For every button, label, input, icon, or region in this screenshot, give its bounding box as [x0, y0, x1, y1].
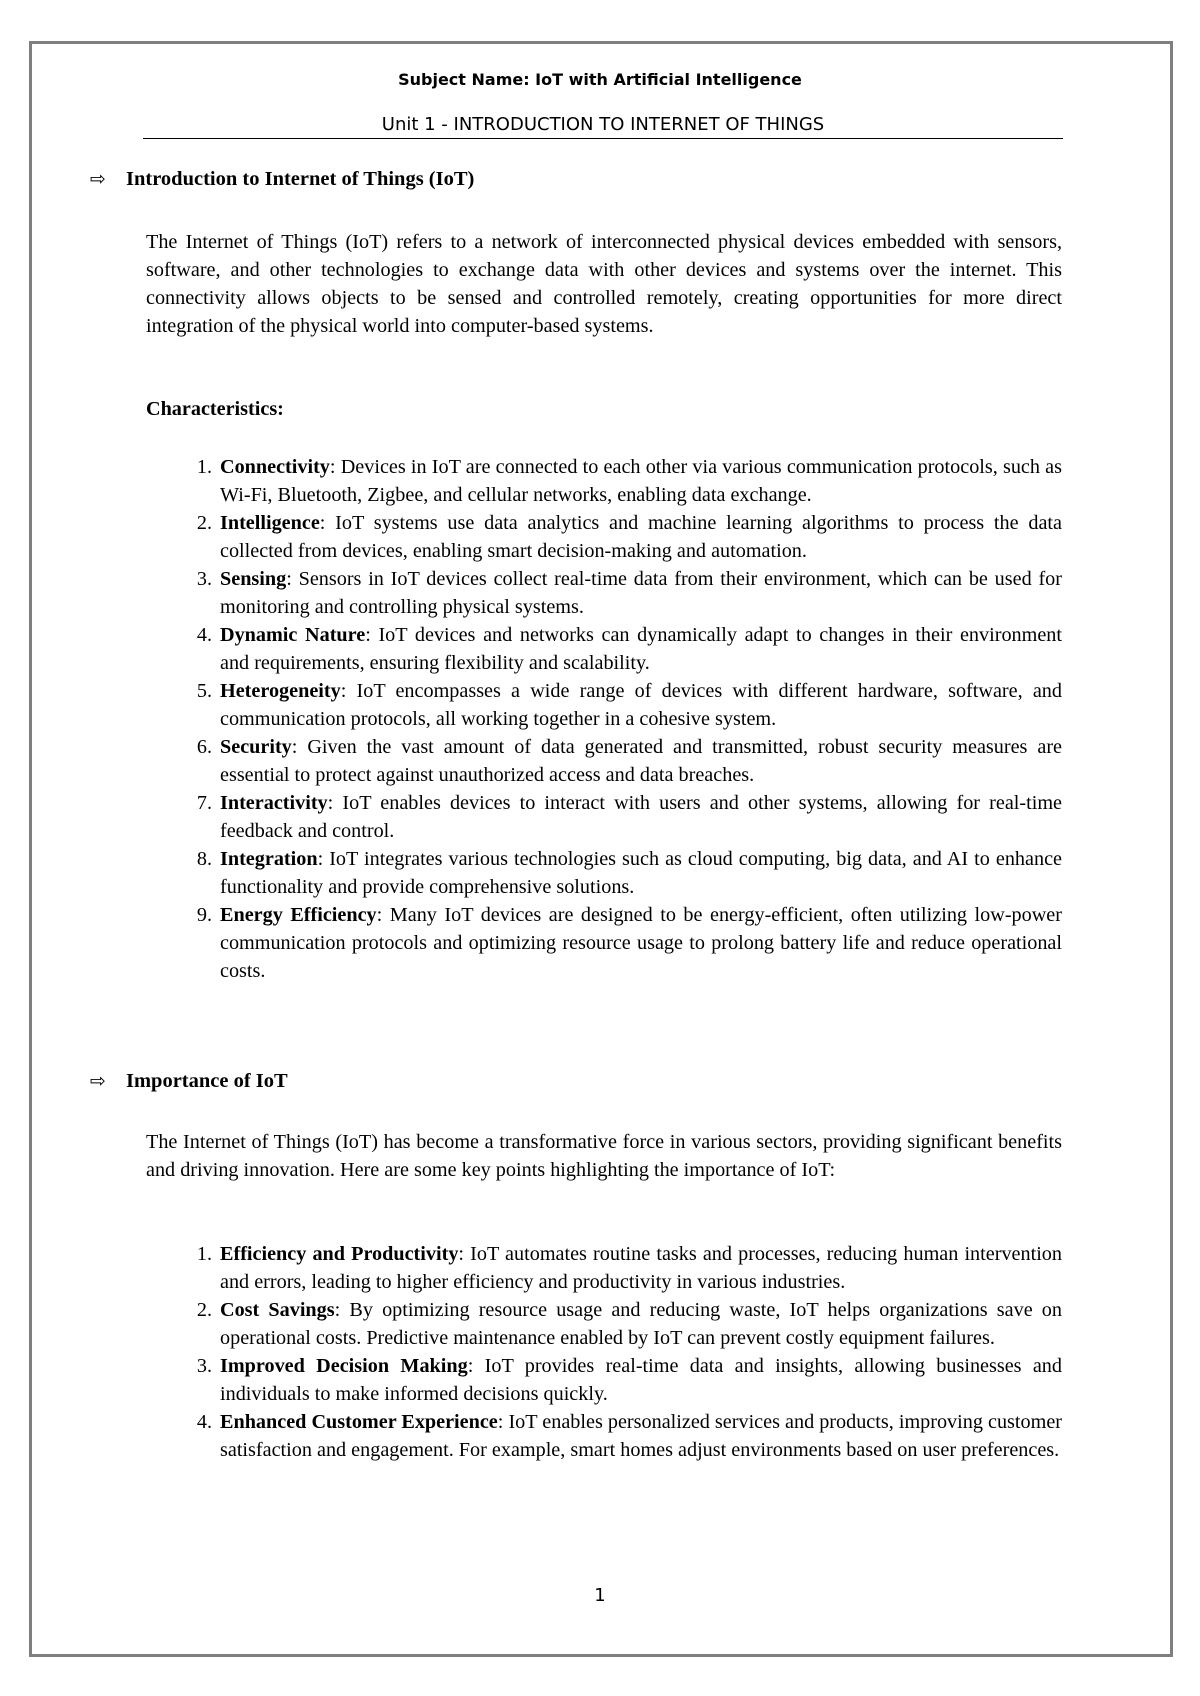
- list-item-term: Enhanced Customer Experience: [220, 1411, 498, 1433]
- list-item: [146, 1408, 1062, 1464]
- section-heading-text: Introduction to Internet of Things (IoT): [126, 168, 475, 190]
- list-item-number: 6.: [196, 736, 212, 758]
- list-item-text: : IoT provides real-time data and insights, allowing businesses and individuals to make informed decisions quickly.: [220, 1355, 1062, 1405]
- list-item-text: : Many IoT devices are designed to be energy-efficient, often utilizing low-power communication protocols and optimizing resource usage to prolong battery life and reduce operational costs.: [220, 904, 1062, 982]
- list-item-term: Sensing: [220, 568, 287, 590]
- list-item-term: Efficiency and Productivity: [220, 1243, 459, 1265]
- list-item-term: Heterogeneity: [220, 680, 341, 702]
- list-item-text: : Sensors in IoT devices collect real-time data from their environment, which can be used for monitoring and controlling physical systems.: [220, 568, 1062, 618]
- list-item-term: Cost Savings: [220, 1299, 335, 1321]
- unit-title-header: Unit 1 - INTRODUCTION TO INTERNET OF THINGS: [143, 114, 1063, 139]
- list-item-term: Energy Efficiency: [220, 904, 377, 926]
- list-item-text: : By optimizing resource usage and reducing waste, IoT helps organizations save on operational costs. Predictive maintenance enabled by IoT can prevent costly equipment failures.: [220, 1299, 1062, 1349]
- list-item: [146, 1352, 1062, 1408]
- list-item: [146, 677, 1062, 733]
- list-item-term: Improved Decision Making: [220, 1355, 468, 1377]
- list-item-number: 3.: [196, 1355, 212, 1377]
- list-item-text: : IoT encompasses a wide range of devices with different hardware, software, and communication protocols, all working together in a cohesive system.: [220, 680, 1062, 730]
- section-heading-text: Importance of IoT: [126, 1070, 288, 1092]
- list-item: [146, 509, 1062, 565]
- list-item: [146, 901, 1062, 985]
- list-item: [146, 565, 1062, 621]
- subject-name-header: Subject Name: IoT with Artificial Intelligence: [398, 70, 802, 89]
- list-item: [146, 733, 1062, 789]
- list-item-number: 1.: [196, 456, 212, 478]
- list-item: [146, 789, 1062, 845]
- arrow-right-icon: ⇨: [90, 1070, 106, 1092]
- list-item: [146, 1296, 1062, 1352]
- section-heading-importance: [90, 1070, 288, 1093]
- importance-paragraph: The Internet of Things (IoT) has become a transformative force in various sectors, providing significant benefits and driving innovation. Here are some key points highlighting the importance of IoT:: [146, 1131, 1062, 1181]
- list-item-term: Dynamic Nature: [220, 624, 366, 646]
- characteristics-list: [146, 453, 1062, 985]
- list-item-text: : IoT enables personalized services and products, improving customer satisfaction and engagement. For example, smart homes adjust environments based on user preferences.: [220, 1411, 1062, 1461]
- list-item-text: : Given the vast amount of data generated and transmitted, robust security measures are essential to protect against unauthorized access and data breaches.: [220, 736, 1062, 786]
- list-item-term: Security: [220, 736, 292, 758]
- section-heading-introduction: [90, 168, 474, 191]
- list-item: [146, 845, 1062, 901]
- list-item-text: : IoT automates routine tasks and processes, reducing human intervention and errors, leading to higher efficiency and productivity in various industries.: [220, 1243, 1062, 1293]
- list-item-term: Connectivity: [220, 456, 330, 478]
- list-item-number: 5.: [196, 680, 212, 702]
- list-item-number: 9.: [196, 904, 212, 926]
- list-item-text: : Devices in IoT are connected to each other via various communication protocols, such as Wi-Fi, Bluetooth, Zigbee, and cellular networks, enabling data exchange.: [220, 456, 1062, 506]
- list-item-number: 3.: [196, 568, 212, 590]
- list-item-number: 4.: [196, 624, 212, 646]
- list-item-text: : IoT enables devices to interact with users and other systems, allowing for real-time feedback and control.: [220, 792, 1062, 842]
- importance-list: [146, 1240, 1062, 1464]
- list-item: [146, 621, 1062, 677]
- page-number: 1: [594, 1585, 606, 1606]
- list-item-text: : IoT systems use data analytics and machine learning algorithms to process the data collected from devices, enabling smart decision-making and automation.: [220, 512, 1062, 562]
- list-item-term: Intelligence: [220, 512, 320, 534]
- characteristics-heading: Characteristics:: [146, 398, 284, 420]
- list-item: [146, 1240, 1062, 1296]
- list-item-number: 2.: [196, 512, 212, 534]
- list-item-number: 2.: [196, 1299, 212, 1321]
- introduction-paragraph: The Internet of Things (IoT) refers to a network of interconnected physical devices embedded with sensors, software, and other technologies to exchange data with other devices and systems over the internet. This connectivity allows objects to be sensed and controlled remotely, creating opportunities for more direct integration of the physical world into computer-based systems.: [146, 231, 1062, 337]
- list-item-text: : IoT devices and networks can dynamically adapt to changes in their environment and requirements, ensuring flexibility and scalability.: [220, 624, 1062, 674]
- list-item-term: Interactivity: [220, 792, 328, 814]
- list-item-term: Integration: [220, 848, 318, 870]
- list-item-number: 4.: [196, 1411, 212, 1433]
- list-item-number: 8.: [196, 848, 212, 870]
- list-item-number: 7.: [196, 792, 212, 814]
- arrow-right-icon: ⇨: [90, 168, 106, 190]
- list-item: [146, 453, 1062, 509]
- list-item-number: 1.: [196, 1243, 212, 1265]
- list-item-text: : IoT integrates various technologies such as cloud computing, big data, and AI to enhance functionality and provide comprehensive solutions.: [220, 848, 1062, 898]
